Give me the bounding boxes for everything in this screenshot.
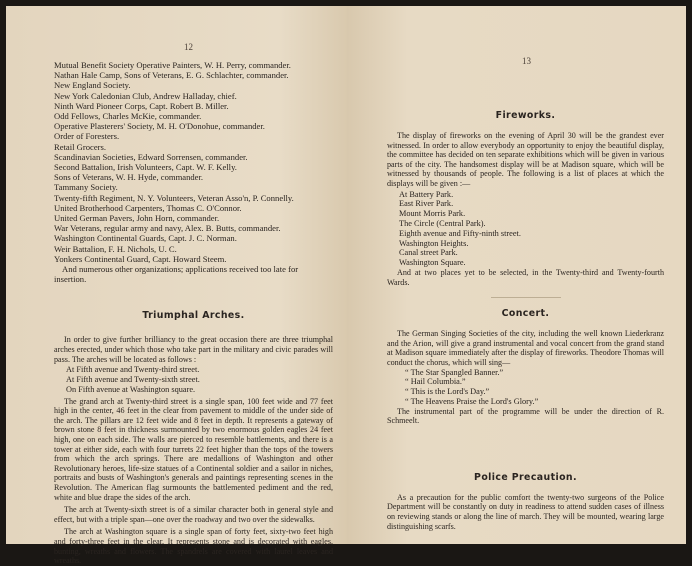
list-item: At Fifth avenue and Twenty-sixth street.	[66, 375, 200, 385]
arches-description	[54, 397, 333, 566]
list-item: Nathan Hale Camp, Sons of Veterans, E. G. Schlachter, commander.	[54, 70, 289, 81]
section-divider	[491, 297, 561, 298]
list-item: On Fifth avenue at Washington square.	[66, 384, 196, 394]
list-item: New England Society.	[54, 80, 131, 91]
fireworks-places	[387, 190, 664, 268]
list-item: Sons of Veterans, W. H. Hyde, commander.	[54, 172, 204, 183]
list-item: Washington Square.	[399, 258, 466, 268]
list-item: Ninth Ward Pioneer Corps, Capt. Robert B. Miller.	[54, 100, 229, 111]
list-item: At Fifth avenue and Twenty-third street.	[66, 365, 200, 375]
list-item: Washington Continental Guards, Capt. J. C. Norman.	[54, 233, 237, 244]
list-item: East River Park.	[399, 199, 454, 209]
list-item: Twenty-fifth Regiment, N. Y. Volunteers, Veteran Asso'n, P. Connelly.	[54, 192, 294, 203]
paragraph: And at two places yet to be selected, in the Twenty-third and Twenty-fourth Wards.	[387, 267, 664, 287]
paragraph: The grand arch at Twenty-third street is a single span, 100 feet wide and 77 feet high in the center, 46 feet in the clear from pavement to middle of the under side of the arch. The pillars are 12 feet wide and 8 feet in depth. It represents a gateway of brown stone 8 feet in thickness surmounted by two enormous golden eagles 24 feet high, one on each side. The walls are pierced to resemble battlements, and there is a tower at either side, each with four turrets 22 feet higher than the tops of the towers from which the arch springs. There are medallions of Washington and other Revolutionary heroes, life-size statues of a Continental soldier and a sailor in niches, portraits and busts of Washington's generals and paintings representing scenes in the Revolution. The American flag surmounts the battlemented pediment and the red, white and blue drape the sides of the arch.	[54, 396, 333, 502]
concert-songs	[387, 368, 664, 407]
list-item: Order of Foresters.	[54, 131, 120, 142]
section-heading-concert: Concert.	[501, 308, 550, 320]
section-heading-police: Police Precaution.	[474, 471, 577, 483]
paragraph: The instrumental part of the programme will be under the direction of R. Schmeelt.	[387, 406, 664, 426]
list-item: “ The Star Spangled Banner.”	[405, 367, 504, 377]
list-item: Canal street Park.	[399, 248, 458, 258]
closing-note: And numerous other organizations; applications received too late for	[62, 264, 299, 275]
list-item: Retail Grocers.	[54, 141, 107, 152]
left-page	[6, 6, 347, 566]
list-item: United Brotherhood Carpenters, Thomas C. O'Connor.	[54, 202, 242, 213]
list-item: “ Hail Columbia.”	[405, 377, 466, 387]
organization-list	[54, 60, 333, 284]
arches-intro	[54, 335, 333, 364]
list-item: Mutual Benefit Society Operative Painters, W. H. Perry, commander.	[54, 60, 291, 70]
list-item: Scandinavian Societies, Edward Sorrensen, commander.	[54, 151, 248, 162]
list-item: “ The Heavens Praise the Lord's Glory.”	[405, 396, 539, 406]
list-item: Eighth avenue and Fifty-ninth street.	[399, 228, 521, 238]
list-item: War Veterans, regular army and navy, Alex. B. Butts, commander.	[54, 223, 281, 234]
list-item: Weir Battalion, F. H. Nichols, U. C.	[54, 243, 177, 254]
closing-note-continued: insertion.	[54, 274, 87, 285]
section-heading-fireworks: Fireworks.	[495, 110, 556, 121]
book-spread	[6, 6, 686, 566]
page-number-left: 12	[184, 42, 193, 52]
police-body	[387, 493, 664, 531]
list-item: Second Battalion, Irish Volunteers, Capt. W. F. Kelly.	[54, 162, 237, 173]
paragraph: The German Singing Societies of the city, including the well known Liederkranz and the Arion, will give a grand instrumental and vocal concert from the grand stand at Madison square immediately after the display of fireworks. Theodore Thomas will conduct the chorus, which will sing—	[387, 329, 664, 367]
concert-intro	[387, 329, 664, 367]
paragraph: The display of fireworks on the evening of April 30 will be the grandest ever witnessed. In order to allow everybody an opportunity to enjoy the beautiful display, the committee has decided on ten separate exhibitions which will be given in various parts of the city. The handsomest display will be at Madison square, which will be witnessed by thousands of people. The following is a list of places at which the displays will be given :—	[387, 131, 664, 188]
paragraph: The arch at Washington square is a single span of forty feet, sixty-two feet high and forty-three feet in the clear. It represents stone and is decorated with eagles, bunting, wreaths and flowers. The spandrels are covered with laurel leaves and wreaths.	[54, 527, 333, 566]
fireworks-intro	[387, 131, 664, 189]
list-item: Operative Plasterers' Society, M. H. O'Donohue, commander.	[54, 121, 265, 132]
list-item: Tammany Society.	[54, 182, 118, 193]
page-number-right: 13	[522, 56, 531, 66]
paragraph: In order to give further brilliancy to the great occasion there are three triumphal arches erected, under which those who take part in the military and civic parades will pass. The arches will be located as follows :	[54, 335, 333, 364]
section-heading-arches: Triumphal Arches.	[142, 310, 245, 322]
list-item: United German Pavers, John Horn, commander.	[54, 213, 220, 224]
list-item: Mount Morris Park.	[399, 209, 466, 219]
list-item: Washington Heights.	[399, 238, 469, 248]
paragraph: The arch at Twenty-sixth street is of a similar character both in general style and effect, but with a triple span—one over the roadway and two over the sidewalks.	[54, 505, 333, 524]
list-item: “ This is the Lord's Day.”	[405, 387, 490, 397]
list-item: Yonkers Continental Guard, Capt. Howard Steem.	[54, 253, 227, 264]
concert-closing	[387, 407, 664, 426]
list-item: New York Caledonian Club, Andrew Halladay, chief.	[54, 90, 237, 101]
list-item: At Battery Park.	[399, 189, 454, 199]
arch-locations	[54, 365, 333, 394]
right-page	[347, 6, 686, 544]
fireworks-closing	[387, 268, 664, 287]
paragraph: As a precaution for the public comfort the twenty-two surgeons of the Police Department will be constantly on duty in readiness to attend sudden cases of illness on reviewing stands or along the line of march. They will be mounted, wearing large distinguishing scarfs.	[387, 492, 664, 531]
list-item: The Circle (Central Park).	[399, 218, 486, 228]
list-item: Odd Fellows, Charles McKie, commander.	[54, 111, 202, 122]
